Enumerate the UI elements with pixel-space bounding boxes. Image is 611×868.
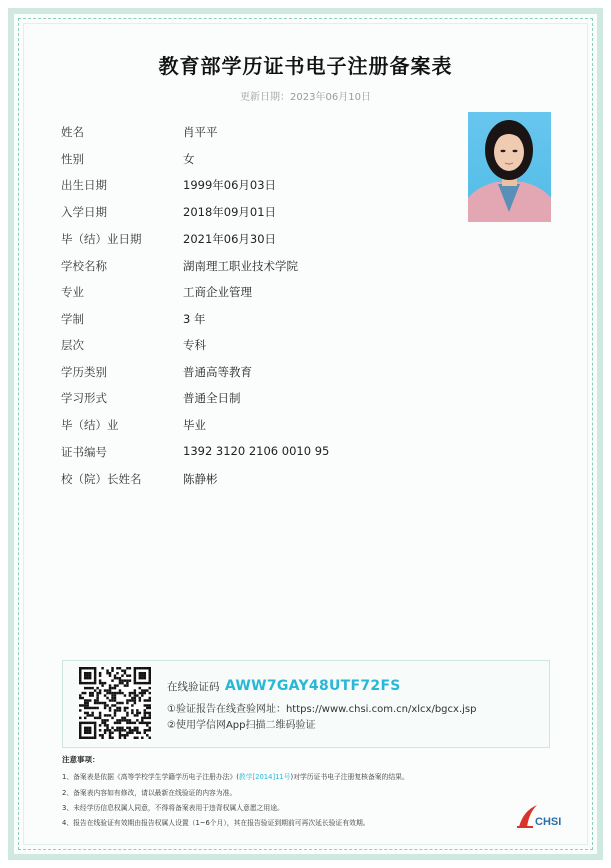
field-label: 毕（结）业日期 — [61, 232, 142, 246]
field-value: 肖平平 — [183, 125, 218, 139]
page-title: 教育部学历证书电子注册备案表 — [158, 54, 453, 78]
field-value: 陈静彬 — [183, 472, 218, 486]
regulation-link[interactable]: 教学[2014]11号 — [238, 773, 291, 781]
field-value: 3 年 — [183, 312, 206, 326]
field-value: 普通全日制 — [183, 391, 241, 405]
field-value: 2018年09月01日 — [183, 205, 277, 219]
chsi-logo-text: CHSI — [535, 816, 562, 828]
verification-url-text: ①验证报告在线查验网址：https://www.chsi.com.cn/xlcx/bgcx.jsp — [167, 704, 477, 715]
verification-code-line — [167, 678, 401, 694]
student-photo — [468, 112, 551, 222]
field-value: 女 — [183, 152, 195, 166]
verification-app-text: ②使用学信网App扫描二维码验证 — [167, 720, 316, 731]
qr-code[interactable] — [79, 667, 151, 739]
field-label: 毕（结）业 — [61, 418, 119, 432]
field-label: 姓名 — [61, 125, 84, 139]
field-label: 证书编号 — [61, 445, 107, 459]
field-value: 工商企业管理 — [183, 285, 252, 299]
update-date-value: 2023年06月10日 — [290, 92, 371, 103]
notes-title: 注意事项： — [62, 755, 100, 764]
field-label: 专业 — [61, 285, 84, 299]
field-value: 专科 — [183, 338, 206, 352]
verification-code-label: 在线验证码 — [167, 681, 220, 693]
note-3: 3、未经学历信息权属人同意，不得将备案表用于违背权属人意愿之用途。 — [62, 804, 284, 812]
field-value: 1999年06月03日 — [183, 178, 277, 192]
update-date-label: 更新日期： — [240, 92, 291, 103]
update-date — [0, 88, 611, 103]
note-1 — [62, 771, 409, 781]
field-label: 学历类别 — [61, 365, 107, 379]
field-label: 层次 — [61, 338, 84, 352]
field-value: 2021年06月30日 — [183, 232, 277, 246]
note-1-prefix: 1、备案表是依据《高等学校学生学籍学历电子注册办法》( — [62, 773, 239, 781]
field-value: 湖南理工职业技术学院 — [183, 259, 298, 273]
note-1-suffix: )对学历证书电子注册复核备案的结果。 — [290, 773, 409, 781]
note-4: 4、报告在线验证有效期由报告权属人设置（1~6个月），其在报告验证到期前可再次延长验证有效期。 — [62, 819, 370, 827]
field-value: 毕业 — [183, 418, 206, 432]
field-value: 1392 3120 2106 0010 95 — [183, 444, 330, 458]
field-value: 普通高等教育 — [183, 365, 252, 379]
field-label: 入学日期 — [61, 205, 107, 219]
field-label: 学校名称 — [61, 259, 107, 273]
note-2: 2、备案表内容如有修改，请以最新在线验证的内容为准。 — [62, 789, 237, 797]
field-label: 学习形式 — [61, 391, 107, 405]
field-label: 出生日期 — [61, 178, 107, 192]
field-label: 校（院）长姓名 — [61, 472, 142, 486]
field-label: 学制 — [61, 312, 84, 326]
field-label: 性别 — [61, 152, 84, 166]
verification-code: AWW7GAY48UTF72FS — [224, 678, 401, 694]
